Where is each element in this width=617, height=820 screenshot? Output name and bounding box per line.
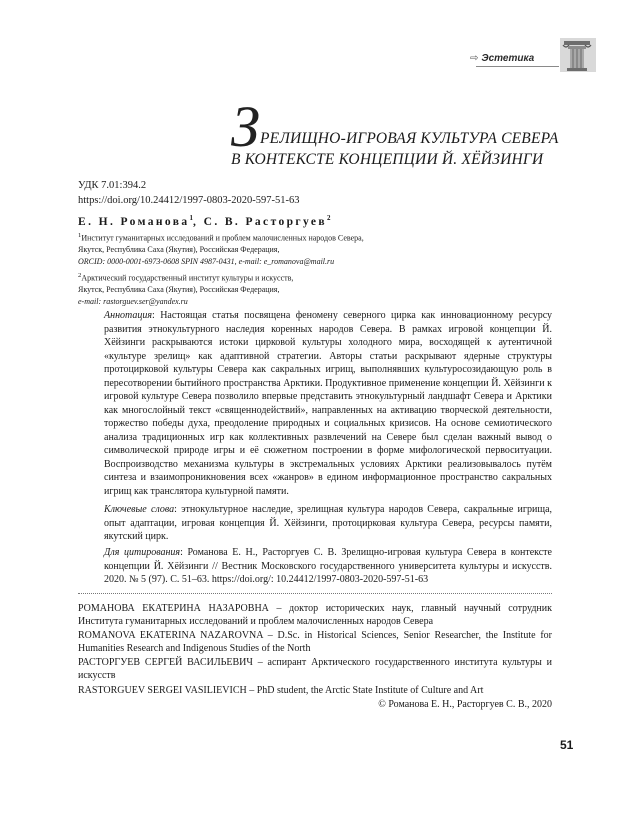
- keywords: [104, 503, 552, 544]
- bio-romanova-en: ROMANOVA EKATERINA NAZAROVNA – D.Sc. in Historical Sciences, Senior Researcher, the Institute for Humanities Research and Indigenous Studies of the North: [78, 630, 552, 654]
- affiliation-2-line-3[interactable]: e-mail: rastorguev.ser@yandex.ru: [78, 296, 188, 306]
- article-title-line-1: РЕЛИЩНО-ИГРОВАЯ КУЛЬТУРА СЕВЕРА: [260, 130, 559, 147]
- author-separator: ,: [193, 215, 204, 228]
- bio-rastorguev-en: RASTORGUEV SERGEI VASILIEVICH – PhD student, the Arctic State Institute of Culture and Art: [78, 685, 484, 696]
- citation: [104, 546, 552, 587]
- author-1-sup: 1: [189, 214, 194, 222]
- section-name: Эстетика: [481, 53, 535, 64]
- authors: [78, 214, 330, 228]
- section-tag: [470, 53, 534, 64]
- dotted-divider: [78, 593, 552, 594]
- abstract: [104, 309, 552, 498]
- udc-code: УДК 7.01:394.2: [78, 180, 147, 191]
- affiliation-1-sup: 1: [78, 232, 82, 239]
- affiliation-1-line-3[interactable]: ORCID: 0000-0001-6973-0608 SPIN 4987-0431, e-mail: e_romanova@mail.ru: [78, 256, 335, 266]
- author-2-sup: 2: [326, 214, 331, 222]
- affiliation-2-sup: 2: [78, 272, 82, 279]
- author-1: Е. Н. Романова: [78, 215, 190, 228]
- affiliation-1-line-1: Институт гуманитарных исследований и проблем малочисленных народов Севера,: [81, 233, 364, 243]
- doi-link[interactable]: https://doi.org/10.24412/1997-0803-2020-597-51-63: [78, 195, 300, 206]
- arrow-right-icon: ⇨: [470, 53, 479, 64]
- bio-rastorguev-ru: РАСТОРГУЕВ СЕРГЕЙ ВАСИЛЬЕВИЧ – аспирант Арктического государственного института культуры и искусств: [78, 657, 552, 681]
- affiliation-2: [78, 270, 548, 307]
- abstract-label: Аннотация: [104, 310, 153, 321]
- affiliation-2-line-2: Якутск, Республика Саха (Якутия), Российская Федерация,: [78, 285, 280, 295]
- keywords-label: Ключевые слова: [104, 504, 175, 515]
- affiliation-2-line-1: Арктический государственный институт культуры и искусств,: [81, 273, 294, 283]
- bio-romanova-ru: РОМАНОВА ЕКАТЕРИНА НАЗАРОВНА – доктор исторических наук, главный научный сотрудник Института гуманитарных исследований и проблем малочисленных народов Севера: [78, 603, 552, 627]
- abstract-text: : Настоящая статья посвящена феномену северного цирка как инновационному ресурсу развития этнокультурного наследия коренных народов Севера. В рамках игровой концепции Й. Хёйзинги раскрываются истоки цирковой культуры холодного мира, восходящей к аутентичной «культуре зрелищ» как адаптивной стратегии. Авторы статьи раскрывают ядерные структуры протоцирковой культуры Севера как сакральных игрищ, выполнявших культуросозидающую роль в пересотворении бытийного пространства Арктики. Продуктивное применение концепции Й. Хёйзинги к игровой культуре Севера позволило впервые представить этнокультурный ландшафт Севера и Арктики как многослойный текст «священнодействий», направленных на активацию творческой деятельности, торжество победы духа, преодоление природных и социальных кризисов. На основе семиотического анализа традиционных игр как коллективных развлечений на Севере был сделан важный вывод о символической природе игры и её сюжетном построении в форме мифологической первоситуации. Воспроизводство механизма культуры в экстремальных условиях Арктики реализовывалось путём синтеза и взаимопроникновения всех «жанров» в едином информационное пространство сакральных игрищ как транслятора культурной памяти.: [104, 310, 552, 497]
- greek-column-icon: [560, 38, 596, 72]
- affiliation-1-line-2: Якутск, Республика Саха (Якутия), Российская Федерация,: [78, 245, 280, 255]
- article-title-line-2: В КОНТЕКСТЕ КОНЦЕПЦИИ Й. ХЁЙЗИНГИ: [231, 151, 544, 168]
- keywords-text: : этнокультурное наследие, зрелищная культура народов Севера, сакральные игрища, опыт адаптации, игровая концепция Й. Хёйзинги, протоцирковая культура Севера, ресурсы памяти, якутский цирк.: [104, 504, 553, 542]
- citation-label: Для цитирования: [104, 547, 181, 558]
- affiliation-1: [78, 230, 548, 267]
- copyright: © Романова Е. Н., Расторгуев С. В., 2020: [378, 699, 552, 710]
- header-rule: [476, 66, 559, 67]
- author-2: С. В. Расторгуев: [203, 215, 327, 228]
- page-number: 51: [560, 738, 574, 752]
- citation-text: : Романова Е. Н., Расторгуев С. В. Зрелищно-игровая культура Севера в контексте концепции Й. Хёйзинги // Вестник Московского государственного университета культуры и искусств. 2020. № 5 (97). С. 51–63. https://doi.org/: 10.24412/1997-0803-2020-597-51-63: [104, 547, 552, 585]
- title-dropcap: З: [231, 94, 260, 159]
